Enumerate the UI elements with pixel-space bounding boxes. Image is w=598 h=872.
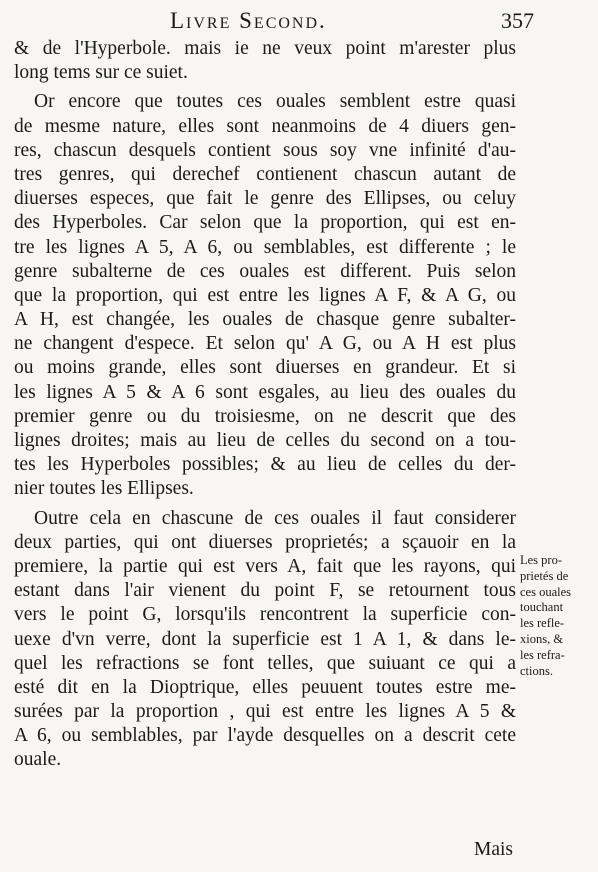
text-line: A 6, ou semblables, par l'ayde desquelles on a descrit cete: [14, 725, 516, 747]
text-line: ou moins grande, elles sont diuerses en grandeur. Et si: [14, 357, 516, 379]
running-head: Livre Second.: [170, 8, 327, 33]
paragraph-2: [14, 90, 516, 501]
catchword: Mais: [474, 839, 513, 860]
text-line: A H, est changée, les ouales de chasque genre subalter-: [14, 309, 516, 331]
page-header: [0, 6, 598, 36]
margin-note-line: Les pro-: [520, 553, 562, 567]
text-line: deux parties, qui ont diuerses proprietés; a sçauoir en la: [14, 531, 516, 553]
text-line: premier genre ou du troisiesme, on ne descrit que des: [14, 405, 516, 427]
text-line: genre subalterne de ces ouales est different. Puis selon: [14, 260, 516, 282]
text-line: res, chascun desquels contient sous soy vne infinité d'au-: [14, 139, 516, 161]
margin-note-line: xions, &: [520, 631, 564, 646]
main-text: [14, 37, 516, 773]
text-line: de mesme nature, elles sont neanmoins de 4 diuers gen-: [14, 115, 516, 137]
text-line: les lignes A 5 & A 6 sont esgales, au lieu des ouales du: [14, 381, 516, 403]
text-line: uexe d'vn verre, dont la superficie est 1 A 1, & dans le-: [14, 628, 516, 650]
paragraph-3: [14, 507, 516, 773]
text-line: lignes droites; mais au lieu de celles du second on a tou-: [14, 430, 516, 451]
text-line: ouale.: [14, 749, 62, 771]
margin-note-line: prietés de: [520, 568, 569, 583]
text-line: vers le point G, lorsqu'ils rencontrent la superficie con-: [14, 604, 516, 626]
page-number: 357: [501, 8, 534, 33]
text-line: tes les Hyperboles possibles; & au lieu de celles du der-: [14, 454, 516, 476]
margin-note: [520, 553, 596, 679]
paragraph-1: [14, 37, 516, 85]
text-line: ne changent d'espece. Et selon qu' A G, ou A H est plus: [14, 333, 516, 355]
text-line: & de l'Hyperbole. mais ie ne veux point m'arester plus: [14, 38, 516, 59]
margin-note-line: ctions.: [520, 663, 553, 678]
text-line: tre les lignes A 5, A 6, ou semblables, est differente ; le: [14, 236, 516, 258]
text-line: estant dans l'air vienent du point F, se retournent tous: [14, 580, 516, 602]
margin-note-line: les refle-: [520, 616, 565, 631]
text-line: tres genres, qui derechef contienent chascun autant de: [14, 163, 516, 185]
text-line: des Hyperboles. Car selon que la proportion, qui est en-: [14, 212, 516, 234]
text-line: surées par la proportion , qui est entre les lignes A 5 &: [14, 701, 516, 723]
text-line: que la proportion, qui est entre les lignes A F, & A G, ou: [14, 284, 516, 306]
margin-note-line: les refra-: [520, 647, 565, 662]
text-line: Outre cela en chascune de ces ouales il faut considerer: [34, 507, 516, 529]
text-line: nier toutes les Ellipses.: [14, 478, 194, 500]
text-line: esté dit en la Dioptrique, elles peuuent toutes estre me-: [14, 676, 516, 698]
text-line: diuerses especes, que fait le genre des Ellipses, ou celuy: [14, 188, 516, 210]
margin-note-line: ces ouales: [520, 584, 572, 599]
margin-note-line: touchant: [520, 600, 564, 615]
text-line: Or encore que toutes ces ouales semblent estre quasi: [34, 91, 516, 113]
text-line: quel les refractions se font telles, que suiuant ce qui a: [14, 652, 516, 674]
text-line: premiere, la partie qui est vers A, fait que les rayons, qui: [14, 555, 516, 577]
text-line: long tems sur ce suiet.: [14, 62, 188, 84]
